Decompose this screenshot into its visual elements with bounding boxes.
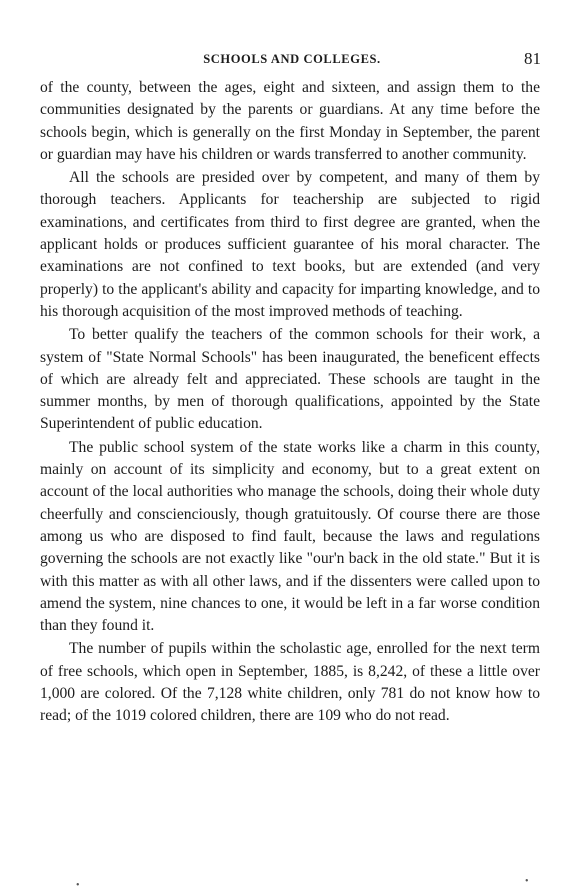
paragraph: The number of pupils within the scholastic age, enrolled for the next term of free schools, which open in September, 1885, is 8,242, of these a little over 1,000 are colored. Of the 7,128 white children, only 781 do not know how to read; of the 1019 colored children, there are 109 who do not read.: [40, 640, 540, 725]
page-number: 81: [524, 49, 541, 68]
print-speck: •: [525, 876, 529, 887]
paragraph: All the schools are presided over by competent, and many of them by thorough teachers. Applicants for teachership are subjected to rigid examinations, and certificates from third to first degree are granted, when the applicant holds or produces sufficient guarantee of his moral character. The examinations are not confined to text books, but are extended (and very properly) to the applicant's ability and capacity for imparting knowledge, and to his thorough acquisition of the most improved methods of teaching.: [40, 169, 540, 320]
paragraph: The public school system of the state works like a charm in this county, mainly on account of its simplicity and economy, but to a great extent on account of the local authorities who manage the schools, doing their whole duty cheerfully and conscienciously, though gratuitously. Of course there are those among us who are disposed to find fault, because the laws and regulations governing the schools are not exactly like "our'n back in the old state." But it is with this matter as with all other laws, and if the dissenters were called upon to amend the system, nine chances to one, it would be left in a far worse condition than they found it.: [40, 438, 540, 635]
print-speck: •: [76, 880, 80, 891]
paragraph: To better qualify the teachers of the common schools for their work, a system of "State Normal Schools" has been inaugurated, the beneficent effects of which are already felt and appreciated. These schools are taught in the summer months, by men of thorough qualifications, appointed by the State Superintendent of public education.: [40, 326, 540, 433]
paragraph: of the county, between the ages, eight and sixteen, and assign them to the communities designated by the parents or guardians. At any time before the schools begin, which is generally on the first Monday in September, the parent or guardian may have his children or wards transferred to another community.: [40, 79, 540, 163]
body-text: [40, 77, 540, 728]
running-title: SCHOOLS AND COLLEGES.: [203, 52, 381, 66]
running-header: [0, 48, 584, 70]
